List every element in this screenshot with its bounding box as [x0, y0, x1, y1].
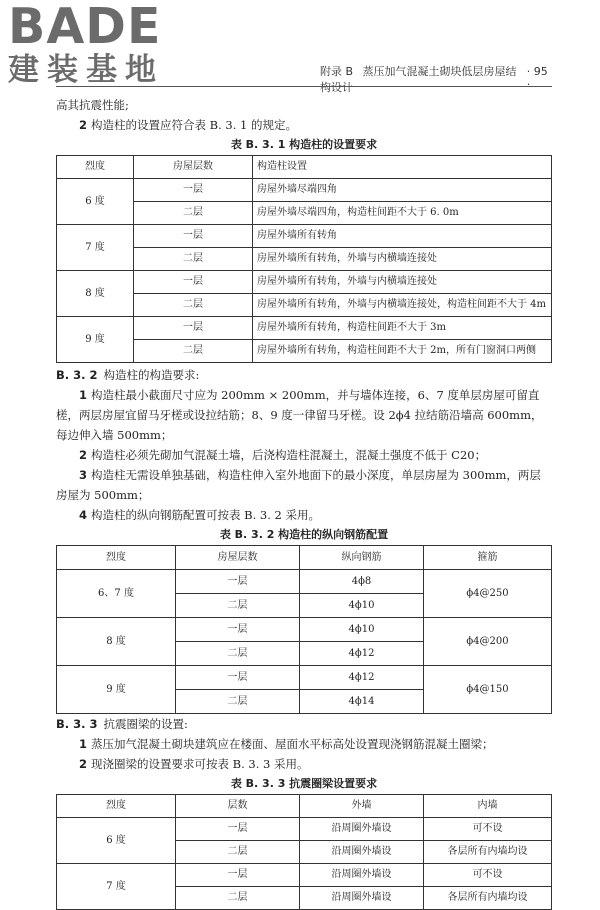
floors-cell: 一层 — [134, 179, 253, 202]
table-row — [57, 271, 552, 294]
floors-cell: 一层 — [134, 317, 253, 340]
floors-cell: 二层 — [134, 202, 253, 225]
table-row — [57, 666, 552, 690]
degree-cell: 8 度 — [57, 271, 134, 317]
b32-item-4 — [56, 505, 552, 525]
outer-wall-cell: 沿周圈外墙设 — [300, 887, 424, 910]
item-text: 构造柱必须先砌加气混凝土墙，后浇构造柱混凝土，混凝土强度不低于 C20； — [91, 448, 487, 462]
table-caption: 表 B. 3. 1 构造柱的设置要求 — [230, 138, 378, 151]
floors-cell: 二层 — [176, 887, 300, 910]
header-cell: 箍筋 — [424, 546, 552, 570]
setting-cell: 房屋外墙所有转角，外墙与内横墙连接处 — [253, 248, 552, 271]
item-number: 2 — [79, 118, 88, 132]
stirrup-cell: ϕ4@200 — [424, 618, 552, 666]
item-text: 现浇圈梁的设置要求可按表 B. 3. 3 采用。 — [91, 757, 309, 771]
floors-cell: 二层 — [176, 841, 300, 864]
floors-cell: 一层 — [176, 570, 300, 594]
bar-cell: 4ϕ12 — [300, 666, 424, 690]
inner-wall-cell: 可不设 — [424, 818, 552, 841]
bar-cell: 4ϕ8 — [300, 570, 424, 594]
table-header-row — [57, 156, 552, 179]
table-b31 — [56, 155, 552, 363]
b32-item-2 — [56, 445, 552, 465]
bar-cell: 4ϕ10 — [300, 594, 424, 618]
floors-cell: 一层 — [134, 271, 253, 294]
floors-cell: 二层 — [134, 294, 253, 317]
table-row — [57, 570, 552, 594]
table-b33 — [56, 794, 552, 910]
header-cell: 烈度 — [57, 156, 134, 179]
header-rule — [56, 86, 552, 87]
item-text: 构造柱无需设单独基础，构造柱伸入室外地面下的最小深度，单层房屋为 300mm，两层房屋为 500mm； — [56, 468, 541, 502]
header-cell: 烈度 — [57, 546, 176, 570]
floors-cell: 二层 — [134, 248, 253, 271]
item-number: 1 — [79, 737, 88, 751]
degree-cell: 6、7 度 — [57, 570, 176, 618]
floors-cell: 二层 — [134, 340, 253, 363]
bar-cell: 4ϕ12 — [300, 642, 424, 666]
section-b32 — [56, 365, 552, 385]
logo — [8, 2, 178, 92]
stirrup-cell: ϕ4@250 — [424, 570, 552, 618]
floors-cell: 二层 — [176, 594, 300, 618]
section-b33 — [56, 714, 552, 734]
inner-wall-cell: 各层所有内墙均设 — [424, 887, 552, 910]
b32-item-3 — [56, 465, 552, 505]
floors-cell: 一层 — [176, 666, 300, 690]
table-caption: 表 B. 3. 2 构造柱的纵向钢筋配置 — [219, 528, 389, 541]
header-cell: 构造柱设置 — [253, 156, 552, 179]
degree-cell: 6 度 — [57, 179, 134, 225]
logo-chinese: 建装基地 — [8, 52, 164, 88]
b33-item-1 — [56, 734, 552, 754]
header-cell: 外墙 — [300, 795, 424, 818]
degree-cell: 7 度 — [57, 225, 134, 271]
table-row — [57, 864, 552, 887]
setting-cell: 房屋外墙尽端四角，构造柱间距不大于 6. 0m — [253, 202, 552, 225]
table-header-row — [57, 795, 552, 818]
table-row — [57, 317, 552, 340]
setting-cell: 房屋外墙所有转角，构造柱间距不大于 3m — [253, 317, 552, 340]
degree-cell: 9 度 — [57, 317, 134, 363]
item-number: 3 — [79, 468, 88, 482]
floors-cell: 一层 — [134, 225, 253, 248]
floors-cell: 二层 — [176, 690, 300, 714]
page-header — [320, 63, 552, 95]
item-text: 构造柱最小截面尺寸应为 200mm × 200mm，并与墙体连接，6、7 度单层房屋可留直槎，两层房屋宜留马牙槎或设拉结筋；8、9 度一律留马牙槎。设 2ϕ4 拉结筋沿墙高 600mm，每边伸入墙 500mm； — [56, 388, 543, 442]
bar-cell: 4ϕ14 — [300, 690, 424, 714]
floors-cell: 一层 — [176, 864, 300, 887]
item-number: 1 — [79, 388, 88, 402]
b33-item-2 — [56, 754, 552, 774]
header-cell: 房屋层数 — [176, 546, 300, 570]
header-section: 附录 B — [320, 65, 354, 78]
table-row — [57, 618, 552, 642]
item-2 — [56, 115, 552, 135]
degree-cell: 8 度 — [57, 618, 176, 666]
page-number: · 95 · — [526, 65, 548, 91]
setting-cell: 房屋外墙所有转角，外墙与内横墙连接处 — [253, 271, 552, 294]
table-header-row — [57, 546, 552, 570]
item-number: 4 — [79, 508, 88, 522]
section-number: B. 3. 3 — [56, 717, 98, 731]
page-content — [56, 95, 552, 910]
table-b32 — [56, 545, 552, 714]
table-caption: 表 B. 3. 3 抗震圈梁设置要求 — [230, 777, 378, 790]
setting-cell: 房屋外墙所有转角，构造柱间距不大于 2m，所有门窗洞口两侧 — [253, 340, 552, 363]
outer-wall-cell: 沿周圈外墙设 — [300, 841, 424, 864]
section-number: B. 3. 2 — [56, 368, 98, 382]
item-number: 2 — [79, 757, 88, 771]
header-title: 蒸压加气混凝土砌块低层房屋结构设计 — [320, 65, 517, 94]
degree-cell: 9 度 — [57, 666, 176, 714]
degree-cell: 7 度 — [57, 864, 176, 910]
item-text: 构造柱的设置应符合表 B. 3. 1 的规定。 — [91, 118, 298, 132]
setting-cell: 房屋外墙所有转角，外墙与内横墙连接处，构造柱间距不大于 4m — [253, 294, 552, 317]
bar-cell: 4ϕ10 — [300, 618, 424, 642]
header-cell: 房屋层数 — [134, 156, 253, 179]
floors-cell: 二层 — [176, 642, 300, 666]
stirrup-cell: ϕ4@150 — [424, 666, 552, 714]
table-row — [57, 818, 552, 841]
outer-wall-cell: 沿周圈外墙设 — [300, 818, 424, 841]
inner-wall-cell: 可不设 — [424, 864, 552, 887]
inner-wall-cell: 各层所有内墙均设 — [424, 841, 552, 864]
section-title: 抗震圈梁的设置: — [103, 717, 188, 731]
table-row — [57, 225, 552, 248]
header-cell: 烈度 — [57, 795, 176, 818]
logo-word: BADE — [8, 0, 162, 55]
intro-line: 高其抗震性能; — [56, 98, 129, 112]
table-row — [57, 179, 552, 202]
header-cell: 纵向钢筋 — [300, 546, 424, 570]
floors-cell: 一层 — [176, 618, 300, 642]
setting-cell: 房屋外墙所有转角 — [253, 225, 552, 248]
header-cell: 内墙 — [424, 795, 552, 818]
setting-cell: 房屋外墙尽端四角 — [253, 179, 552, 202]
item-text: 蒸压加气混凝土砌块建筑应在楼面、屋面水平标高处设置现浇钢筋混凝土圈梁； — [91, 737, 494, 751]
header-cell: 层数 — [176, 795, 300, 818]
outer-wall-cell: 沿周圈外墙设 — [300, 864, 424, 887]
item-text: 构造柱的纵向钢筋配置可按表 B. 3. 2 采用。 — [91, 508, 321, 522]
item-number: 2 — [79, 448, 88, 462]
degree-cell: 6 度 — [57, 818, 176, 864]
b32-item-1 — [56, 385, 552, 445]
section-title: 构造柱的构造要求: — [103, 368, 200, 382]
floors-cell: 一层 — [176, 818, 300, 841]
